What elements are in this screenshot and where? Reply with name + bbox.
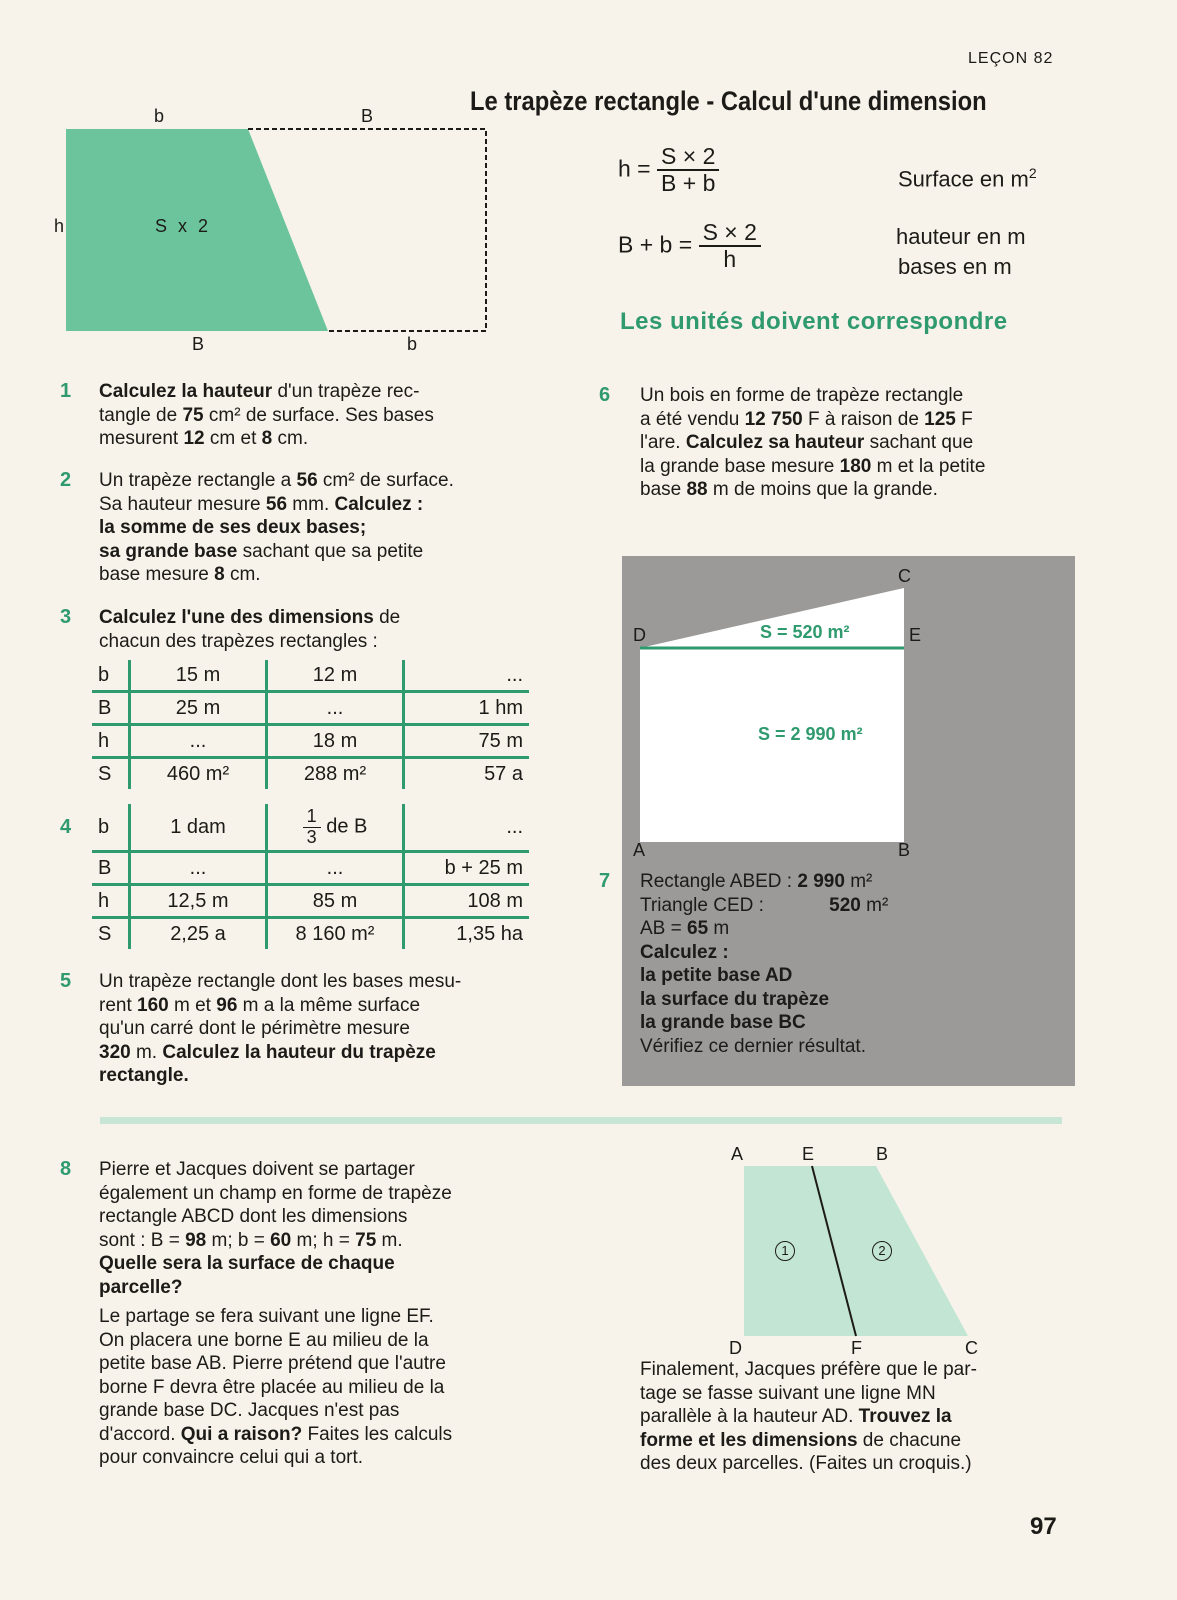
ex2-l5b: 8 <box>214 564 225 585</box>
exercise-6-text <box>640 384 1062 502</box>
ex8-p1-l4g: m. <box>376 1229 403 1251</box>
ex2-l1b: 56 <box>296 470 318 491</box>
ex6-l5c: m de moins que la grande. <box>707 479 938 500</box>
table-cell: 2,25 a <box>130 918 267 950</box>
unit-surface-exponent: 2 <box>1028 165 1037 181</box>
one-third-fraction <box>303 807 321 848</box>
ex8-p3-l3b: Trouvez la <box>858 1406 952 1427</box>
ex6-l4b: 180 <box>839 455 872 477</box>
ex6-l2e: F <box>955 408 973 430</box>
point-d-8: D <box>729 1338 742 1358</box>
formula-height-denominator: B + b <box>661 170 716 197</box>
formula-height-numerator: S × 2 <box>657 144 719 171</box>
formula-height-lhs: h = <box>618 155 651 182</box>
ex2-l2c: mm. <box>287 493 335 515</box>
ex6-l2a: a été vendu <box>640 408 745 430</box>
ex1-l3a: mesurent <box>99 428 184 449</box>
table-row <box>92 885 529 918</box>
ex7-l6: la surface du trapèze <box>640 988 830 1010</box>
ex2-l4a: sa grande base <box>99 540 238 562</box>
ex8-p3-l1: Finalement, Jacques préfère que le par- <box>640 1359 977 1380</box>
ex8-p2-l3: petite base AB. Pierre prétend que l'autre <box>99 1353 446 1374</box>
ex1-l3c: cm et <box>204 428 262 449</box>
table-cell-fraction <box>267 804 404 852</box>
ex2-l4b: sachant que sa petite <box>237 540 424 562</box>
point-d: D <box>633 625 646 645</box>
label-B-top: B <box>361 106 374 126</box>
ex5-l1: Un trapèze rectangle dont les bases mesu- <box>99 971 462 992</box>
ex5-l4c: Calculez la hauteur du trapèze <box>162 1041 436 1063</box>
ex7-l1a: Rectangle ABED : <box>640 871 798 892</box>
table-cell: 75 m <box>404 725 530 758</box>
unit-height: hauteur en m <box>896 224 1026 249</box>
ex7-l8: Vérifiez ce dernier résultat. <box>640 1035 866 1057</box>
section-divider <box>100 1117 1062 1124</box>
ex7-l2a: Triangle CED : <box>640 894 770 916</box>
fraction-denominator: 3 <box>306 826 317 847</box>
table-cell: 1 dam <box>130 804 267 852</box>
ex3-l1a: Calculez l'une des dimensions <box>99 607 374 628</box>
ex2-l2d: Calculez : <box>334 493 424 515</box>
point-b: B <box>898 840 911 860</box>
ex8-p1-l4b: 98 <box>185 1229 207 1251</box>
ex8-p1-l4a: sont : B = <box>99 1229 186 1251</box>
table-cell: h <box>92 885 130 918</box>
table-cell: S <box>92 758 130 790</box>
ex8-p2-l5: grande base DC. Jacques n'est pas <box>99 1400 400 1421</box>
ex7-l3a: AB = <box>640 918 687 939</box>
table-cell: h <box>92 725 130 758</box>
ex6-l4a: la grande base mesure <box>640 455 840 477</box>
formula-height-fraction <box>657 144 719 197</box>
ex5-l2b: 160 <box>137 994 169 1016</box>
ex5-l4b: m. <box>130 1041 163 1063</box>
trapezoid-diagram <box>50 105 500 355</box>
ex8-p1-l3: rectangle ABCD dont les dimensions <box>99 1206 408 1227</box>
formula-bases-lhs: B + b = <box>618 231 693 258</box>
ex8-p1-l4f: 75 <box>355 1229 377 1251</box>
table-row <box>92 918 529 950</box>
formula-bases <box>618 220 761 273</box>
ex6-l1: Un bois en forme de trapèze rectangle <box>640 385 964 406</box>
ex1-l2b: 75 <box>182 404 204 426</box>
ex2-l2a: Sa hauteur mesure <box>99 493 266 515</box>
ex8-p1-l4c: m; b = <box>206 1229 271 1251</box>
ex7-l3c: m <box>708 918 730 939</box>
ex3-l2: chacun des trapèzes rectangles : <box>99 630 378 652</box>
fraction-numerator: 1 <box>303 807 321 828</box>
ex6-l5a: base <box>640 479 687 500</box>
ex7-l2c: m² <box>860 894 889 916</box>
table-row <box>92 758 529 790</box>
parcel-1-marker: 1 <box>775 1241 795 1261</box>
unit-surface-text: Surface en m <box>898 166 1029 192</box>
ex1-l1: d'un trapèze rec- <box>272 381 420 402</box>
ex1-l2c: cm² de surface. Ses bases <box>203 404 434 426</box>
exercise-6-number: 6 <box>599 384 611 406</box>
ex1-l2a: tangle de <box>99 404 183 426</box>
formula-bases-fraction <box>699 220 761 273</box>
ex6-l3b: Calculez sa hauteur <box>685 432 865 453</box>
ex5-l4a: 320 <box>99 1041 131 1063</box>
label-B-bottom: B <box>192 334 205 354</box>
ex2-l2b: 56 <box>265 493 288 515</box>
ex8-p1-l4d: 60 <box>270 1229 292 1251</box>
table-cell: B <box>92 852 130 885</box>
ex8-p1-l4e: m; h = <box>291 1229 356 1251</box>
table-cell: 1,35 ha <box>404 918 530 950</box>
exercise-3-number: 3 <box>60 606 72 628</box>
table-cell: b <box>98 663 110 686</box>
ex8-p1-l1: Pierre et Jacques doivent se partager <box>99 1159 415 1180</box>
exercise-8-text <box>99 1158 521 1470</box>
table-cell: ... <box>130 852 267 885</box>
formula-bases-numerator: S × 2 <box>699 220 761 247</box>
exercise-3-table <box>92 660 529 789</box>
table-cell: b + 25 m <box>404 852 530 885</box>
label-b-bottom: b <box>407 334 418 354</box>
ex8-p1-l5: Quelle sera la surface de chaque <box>99 1253 395 1274</box>
ex8-p2-l4: borne F devra être placée au milieu de la <box>99 1376 445 1398</box>
table-cell: ... <box>267 852 404 885</box>
point-a: A <box>633 840 646 860</box>
ex8-p3-l3a: parallèle à la hauteur AD. <box>640 1406 859 1427</box>
trapezoid-svg <box>50 105 500 355</box>
exercise-4-number: 4 <box>60 816 72 838</box>
label-triangle-area: S = 520 m² <box>760 622 850 642</box>
table-cell: B <box>92 692 130 725</box>
table-row <box>92 692 529 725</box>
point-c-8: C <box>965 1338 978 1358</box>
table-cell: ... <box>404 804 530 852</box>
ex8-p2-l6b: Qui a raison? <box>180 1423 303 1445</box>
parcel-2-marker: 2 <box>872 1241 892 1261</box>
ex5-l3: qu'un carré dont le périmètre mesure <box>99 1018 410 1039</box>
ex3-l1b: de <box>373 607 401 628</box>
exercise-7-number: 7 <box>599 870 611 892</box>
ex8-p3-l5: des deux parcelles. (Faites un croquis.) <box>640 1453 972 1474</box>
exercise-1-number: 1 <box>60 380 72 402</box>
ex6-l3a: l'are. <box>640 432 686 453</box>
point-b-8: B <box>876 1144 889 1164</box>
exercise-8-conclusion <box>640 1358 1062 1476</box>
label-h: h <box>54 216 65 236</box>
exercise-2-number: 2 <box>60 469 72 491</box>
point-c: C <box>898 566 911 586</box>
ex6-l2d: 125 <box>924 408 956 430</box>
ex5-l2c: m et <box>168 994 217 1016</box>
table-cell: 12 m <box>267 660 404 692</box>
ex7-l1c: m² <box>844 871 873 892</box>
ex2-l1c: cm² de surface. <box>317 470 454 491</box>
table-cell: 1 hm <box>404 692 530 725</box>
ex8-p2-l1: Le partage se fera suivant une ligne EF. <box>99 1306 434 1327</box>
ex2-l5c: cm. <box>224 564 261 585</box>
table-cell: 12,5 m <box>130 885 267 918</box>
exercise-3-text <box>99 606 521 653</box>
point-e-8: E <box>802 1144 815 1164</box>
ex8-p1-l6: parcelle? <box>99 1276 183 1298</box>
table-row <box>92 660 529 692</box>
ex7-l5: la petite base AD <box>640 965 793 986</box>
ex8-p2-l6c: Faites les calculs <box>302 1423 453 1445</box>
ex1-l3e: cm. <box>272 428 309 449</box>
ex8-p3-l4a: forme et les dimensions <box>640 1429 858 1451</box>
unit-surface <box>898 158 1037 194</box>
exercise-5-text <box>99 970 521 1088</box>
ex1-l3d: 8 <box>261 428 273 449</box>
unit-bases: bases en m <box>898 254 1012 279</box>
ex5-l2e: m a la même surface <box>237 994 421 1016</box>
ex1-l3b: 12 <box>183 428 205 449</box>
ex2-l5a: base mesure <box>99 564 215 585</box>
page-number: 97 <box>1030 1513 1057 1540</box>
ex2-l1a: Un trapèze rectangle a <box>99 470 297 491</box>
exercise-2-text <box>99 469 521 587</box>
formula-bases-denominator: h <box>723 246 737 273</box>
exercise-7-svg <box>622 556 1075 856</box>
ex5-l5: rectangle. <box>99 1065 189 1086</box>
label-b-top: b <box>154 106 165 126</box>
ex8-p2-l6a: d'accord. <box>99 1423 181 1445</box>
table-cell: S <box>92 918 130 950</box>
label-s-times-2: S x 2 <box>155 216 212 236</box>
ex6-l5b: 88 <box>686 479 708 500</box>
table-cell: 460 m² <box>130 758 267 790</box>
exercise-4-table <box>92 804 529 949</box>
ex5-l2d: 96 <box>216 994 238 1016</box>
ex7-l1b: 2 990 <box>797 871 845 892</box>
formula-height <box>618 144 719 197</box>
ex6-l4c: m et la petite <box>871 455 986 477</box>
exercise-8-number: 8 <box>60 1158 72 1180</box>
point-f-8: F <box>851 1338 862 1358</box>
rectangle-abed <box>640 648 904 842</box>
ex6-l2c: F à raison de <box>802 408 925 430</box>
ex8-p2-l7: pour convaincre celui qui a tort. <box>99 1447 364 1468</box>
ex8-p3-l4b: de chacune <box>857 1429 962 1451</box>
ex7-l3b: 65 <box>687 918 709 939</box>
exercise-8-diagram <box>730 1160 970 1340</box>
exercise-1-text <box>99 380 521 451</box>
ex8-p3-l2: tage se fasse suivant une ligne MN <box>640 1382 936 1404</box>
table-cell: b <box>98 815 110 838</box>
table-cell: 8 160 m² <box>267 918 404 950</box>
table-cell: 18 m <box>267 725 404 758</box>
ex2-l3: la somme de ses deux bases; <box>99 517 367 538</box>
ex8-p2-l2: On placera une borne E au milieu de la <box>99 1329 429 1351</box>
point-a-8: A <box>731 1144 744 1164</box>
label-rectangle-area: S = 2 990 m² <box>758 724 863 744</box>
ex7-l7: la grande base BC <box>640 1012 806 1033</box>
table-cell: 288 m² <box>267 758 404 790</box>
ex6-l3c: sachant que <box>864 432 974 453</box>
table-row <box>92 852 529 885</box>
exercise-7-text <box>640 870 1060 1058</box>
fraction-suffix: de B <box>320 815 368 838</box>
table-row <box>92 725 529 758</box>
ex7-l4: Calculez : <box>640 941 729 963</box>
ex7-l2b: 520 <box>829 894 861 916</box>
exercise-7-diagram <box>622 556 1075 856</box>
table-cell: 57 a <box>404 758 530 790</box>
table-cell: 85 m <box>267 885 404 918</box>
table-cell: 108 m <box>404 885 530 918</box>
ex8-p1-l2: également un champ en forme de trapèze <box>99 1182 452 1204</box>
exercise-8-svg <box>730 1160 970 1340</box>
table-cell: 25 m <box>130 692 267 725</box>
page-title: Le trapèze rectangle - Calcul d'une dimension <box>470 86 987 116</box>
table-cell: ... <box>267 692 404 725</box>
table-cell: ... <box>130 725 267 758</box>
exercise-5-number: 5 <box>60 970 72 992</box>
ex1-bold: Calculez la hauteur <box>99 381 273 402</box>
lesson-number: LEÇON 82 <box>968 50 1054 67</box>
units-note: Les unités doivent correspondre <box>620 308 1008 335</box>
ex5-l2a: rent <box>99 994 138 1016</box>
point-e: E <box>909 625 922 645</box>
ex6-l2b: 12 750 <box>744 408 803 430</box>
table-cell: ... <box>404 660 530 692</box>
table-row <box>92 804 529 852</box>
table-cell: 15 m <box>130 660 267 692</box>
